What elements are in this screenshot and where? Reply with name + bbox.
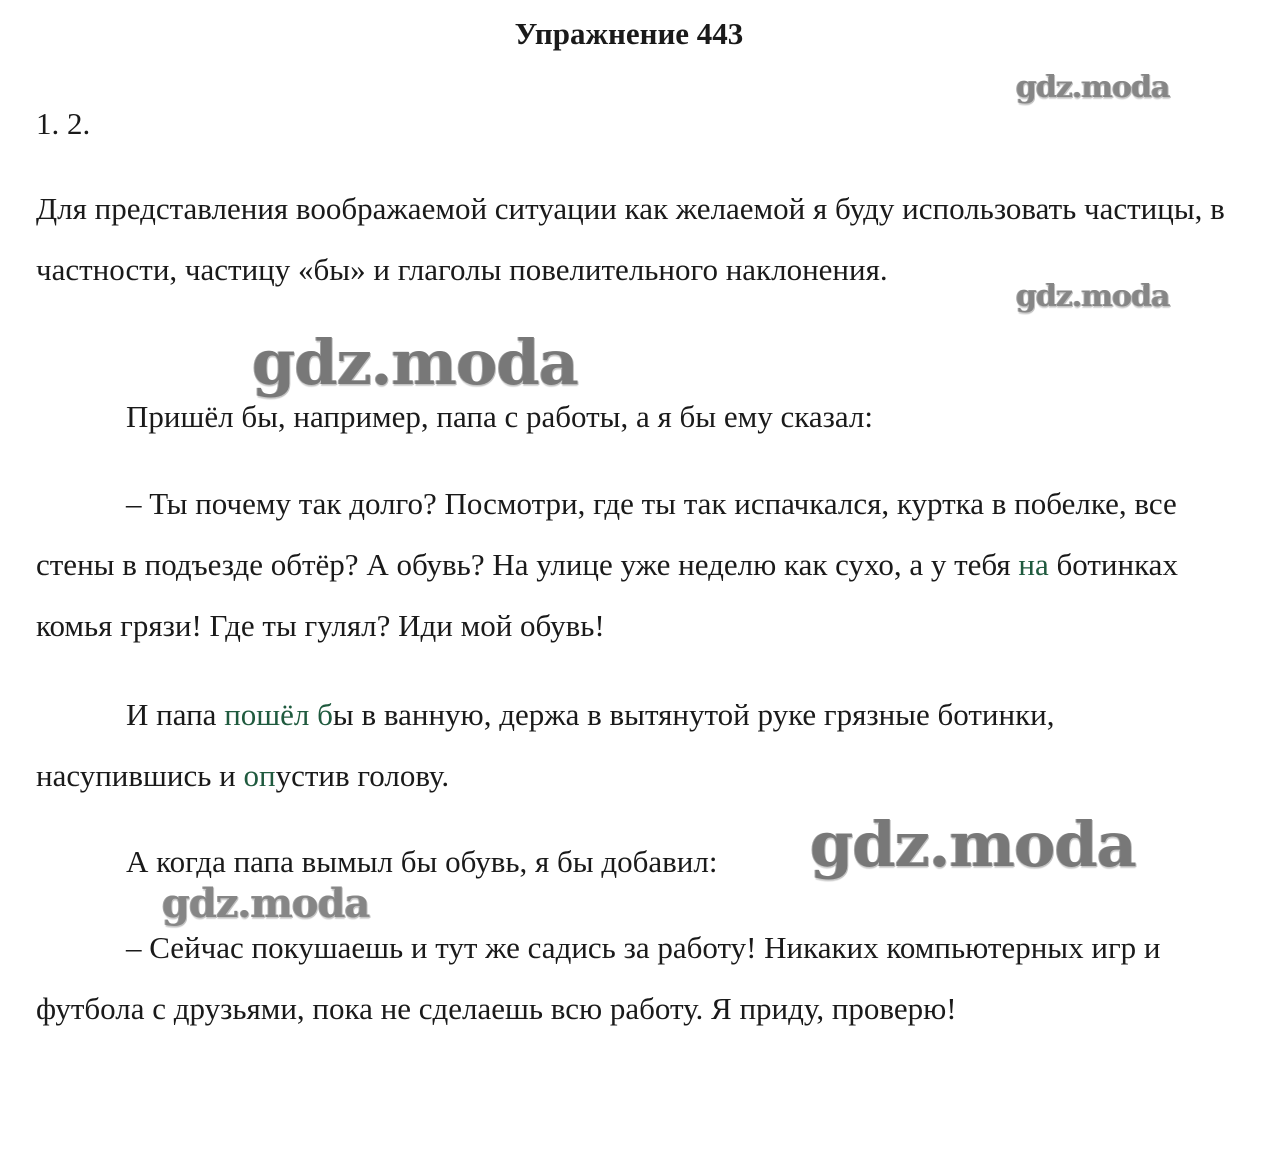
father-action-part-a: И папа [126, 697, 225, 732]
father-action-highlight-2: оп [243, 758, 276, 793]
dialogue-1-part-c: ботинках комья грязи! Где ты гулял? Иди мой обувь! [36, 547, 1178, 643]
father-action-highlight-1: пошёл б [224, 697, 333, 732]
paragraph-situation: Пришёл бы, например, папа с работы, а я бы ему сказал: [126, 399, 873, 434]
paragraph-dialogue-1 [36, 473, 1236, 656]
father-action-part-e: устив голову. [275, 758, 450, 793]
paragraph-intro: Для представления воображаемой ситуации как желаемой я буду использовать частицы, в частности, частицу «бы» и глаголы повелительного наклонения. [36, 191, 1225, 287]
task-numbers: 1. 2. [36, 106, 91, 141]
dialogue-1-highlight: на [1018, 547, 1049, 582]
paragraph-dialogue-2: – Сейчас покушаешь и тут же садись за работу! Никаких компьютерных игр и футбола с друзьями, пока не сделаешь всю работу. Я приду, проверю! [36, 930, 1161, 1026]
dialogue-1-part-a: – Ты почему так долго? Посмотри, где ты так испачкался, куртка в побелке, все стены в подъезде обтёр? А обувь? На улице уже неделю как сухо, а у тебя [36, 486, 1177, 582]
watermark-logo: gdz.moda [810, 808, 1136, 881]
watermark-logo: gdz.moda [162, 880, 370, 927]
watermark-logo: gdz.moda [1016, 279, 1170, 314]
watermark-logo: gdz.moda [252, 326, 578, 399]
paragraph-father-action [36, 684, 1236, 806]
paragraph-addition: А когда папа вымыл бы обувь, я бы добавил: [126, 844, 718, 879]
exercise-title: Упражнение 443 [514, 16, 744, 51]
father-action-part-c: ы в ванную, держа в вытянутой руке грязные ботинки, насупившись и [36, 697, 1055, 793]
watermark-logo: gdz.moda [1016, 70, 1170, 105]
